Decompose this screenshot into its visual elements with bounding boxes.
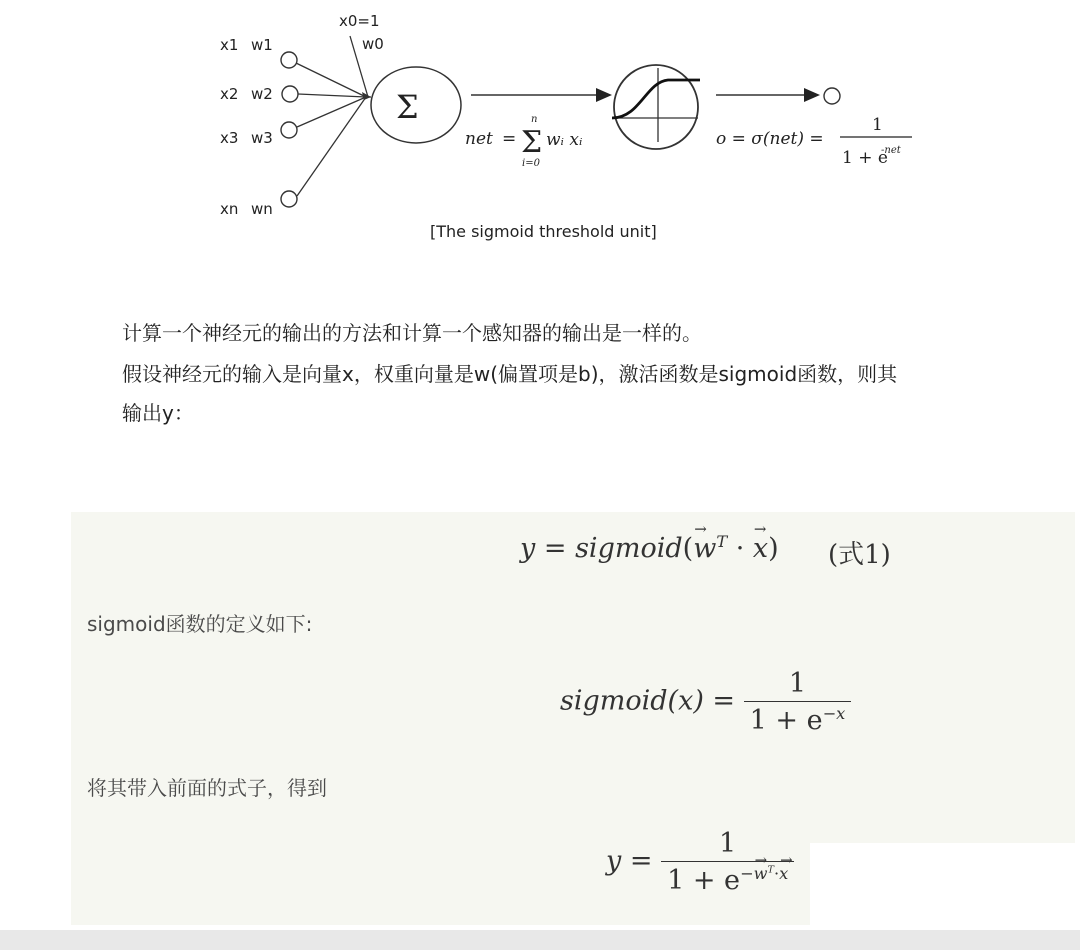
arrow-to-activation [596, 88, 612, 102]
weight-w3-label: w3 [251, 129, 273, 147]
sum-sign: Σ [521, 125, 543, 160]
arrow-to-output [804, 88, 820, 102]
output-formula-lhs: o = σ(net) = [716, 129, 824, 149]
sum-lower-limit: i=0 [522, 158, 540, 169]
intro-line-3: 输出y： [122, 401, 194, 425]
bottom-scroll-strip [0, 930, 1080, 950]
input-x3-label: x3 [220, 129, 239, 147]
sigmoid-unit-diagram [0, 0, 1080, 260]
equation-1-tag: (式1) [828, 540, 891, 570]
input-node-x1 [281, 52, 297, 68]
input-xn-label: xn [220, 200, 239, 218]
equation-2: sigmoid(x) = $\frac{1}{1 + e^{-x}}$ [560, 668, 851, 736]
intro-line-2: 假设神经元的输入是向量x，权重向量是w(偏置项是b)，激活函数是sigmoid函数，则其 [122, 362, 898, 386]
output-node [824, 88, 840, 104]
sum-term: wᵢ xᵢ [546, 130, 583, 150]
bias-input-label: x0=1 [339, 12, 380, 30]
sigmoid-definition-label: sigmoid函数的定义如下: [87, 612, 313, 636]
sigma-symbol: Σ [396, 88, 419, 126]
weight-wn-label: wn [251, 200, 273, 218]
input-node-x3 [281, 122, 297, 138]
net-label: net [465, 129, 493, 149]
input-x1-label: x1 [220, 36, 239, 54]
output-formula-num: 1 [872, 115, 883, 135]
intro-paragraph [122, 320, 1022, 427]
substitution-label: 将其带入前面的式子，得到 [87, 776, 327, 800]
output-formula-den: 1 + e [842, 148, 888, 168]
weight-w2-label: w2 [251, 85, 273, 103]
bias-weight-label: w0 [362, 35, 384, 53]
equation-1: y = sigmoid(→ $w^T$ · → x) [520, 532, 779, 564]
activation-node [614, 65, 698, 149]
input-x2-label: x2 [220, 85, 239, 103]
output-formula-den-exp: -net [881, 145, 901, 156]
diagram-caption: [The sigmoid threshold unit] [430, 222, 657, 241]
sum-upper-limit: n [531, 114, 538, 125]
input-node-xn [281, 191, 297, 207]
net-equals: = [502, 129, 517, 149]
intro-line-1: 计算一个神经元的输出的方法和计算一个感知器的输出是一样的。 [122, 321, 702, 345]
equation-3: y = $\frac{1}{1 + e^{-\to w^T\cdot\to x}}$ [606, 828, 794, 896]
weight-w1-label: w1 [251, 36, 273, 54]
input-node-x2 [282, 86, 298, 102]
white-overlay [810, 843, 1080, 925]
